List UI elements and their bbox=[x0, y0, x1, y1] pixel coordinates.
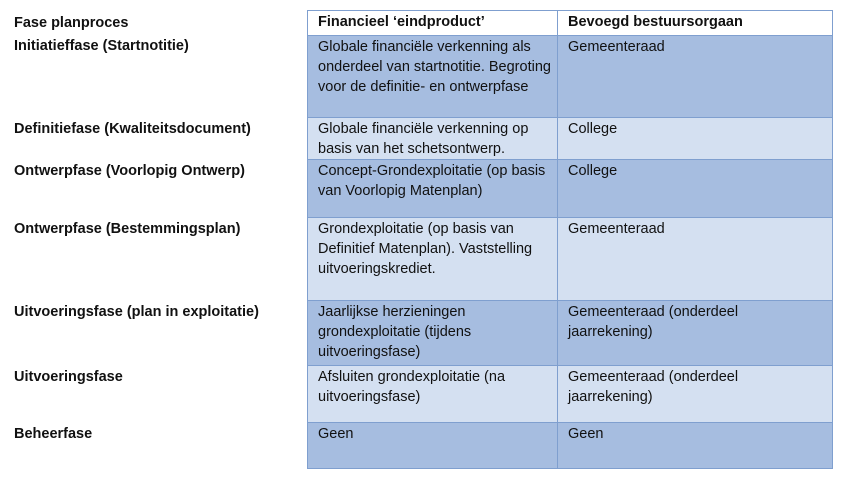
phase-label-uitvoering-exploitatie: Uitvoeringsfase (plan in exploitatie) bbox=[14, 304, 259, 320]
financial-cell: Concept-Grondexploitatie (op basis van Voorlopig Matenplan) bbox=[308, 160, 558, 217]
header-financial: Financieel ‘eindproduct’ bbox=[308, 11, 558, 35]
authority-cell: Gemeenteraad bbox=[558, 218, 832, 300]
table-row bbox=[308, 118, 832, 160]
table-row bbox=[308, 160, 832, 218]
header-authority: Bevoegd bestuursorgaan bbox=[558, 11, 832, 35]
phase-column-header: Fase planproces bbox=[14, 15, 129, 31]
phase-table bbox=[307, 10, 833, 469]
authority-cell: College bbox=[558, 118, 832, 159]
financial-cell: Jaarlijkse herzieningen grondexploitatie (tijdens uitvoeringsfase) bbox=[308, 301, 558, 365]
authority-cell: Geen bbox=[558, 423, 832, 468]
authority-cell: Gemeenteraad bbox=[558, 36, 832, 117]
financial-cell: Globale financiële verkenning als onderdeel van startnotitie. Begroting voor de definitie- en ontwerpfase bbox=[308, 36, 558, 117]
financial-cell: Grondexploitatie (op basis van Definitief Matenplan). Vaststelling uitvoeringskrediet. bbox=[308, 218, 558, 300]
phase-label-initiatief: Initiatieffase (Startnotitie) bbox=[14, 38, 189, 54]
authority-cell: Gemeenteraad (onderdeel jaarrekening) bbox=[558, 366, 832, 422]
phase-label-beheer: Beheerfase bbox=[14, 426, 93, 442]
phase-label-ontwerp-bp: Ontwerpfase (Bestemmingsplan) bbox=[14, 221, 241, 237]
table-row bbox=[308, 423, 832, 468]
financial-cell: Globale financiële verkenning op basis van het schetsontwerp. bbox=[308, 118, 558, 159]
phase-label-ontwerp-vo: Ontwerpfase (Voorlopig Ontwerp) bbox=[14, 163, 245, 179]
phase-label-definitie: Definitiefase (Kwaliteitsdocument) bbox=[14, 121, 251, 137]
authority-cell: Gemeenteraad (onderdeel jaarrekening) bbox=[558, 301, 832, 365]
table-row bbox=[308, 36, 832, 118]
table-row bbox=[308, 218, 832, 301]
phase-label-uitvoering: Uitvoeringsfase bbox=[14, 369, 123, 385]
authority-cell: College bbox=[558, 160, 832, 217]
table-row bbox=[308, 366, 832, 423]
table-header-row bbox=[308, 11, 832, 36]
table-row bbox=[308, 301, 832, 366]
financial-cell: Afsluiten grondexploitatie (na uitvoeringsfase) bbox=[308, 366, 558, 422]
financial-cell: Geen bbox=[308, 423, 558, 468]
